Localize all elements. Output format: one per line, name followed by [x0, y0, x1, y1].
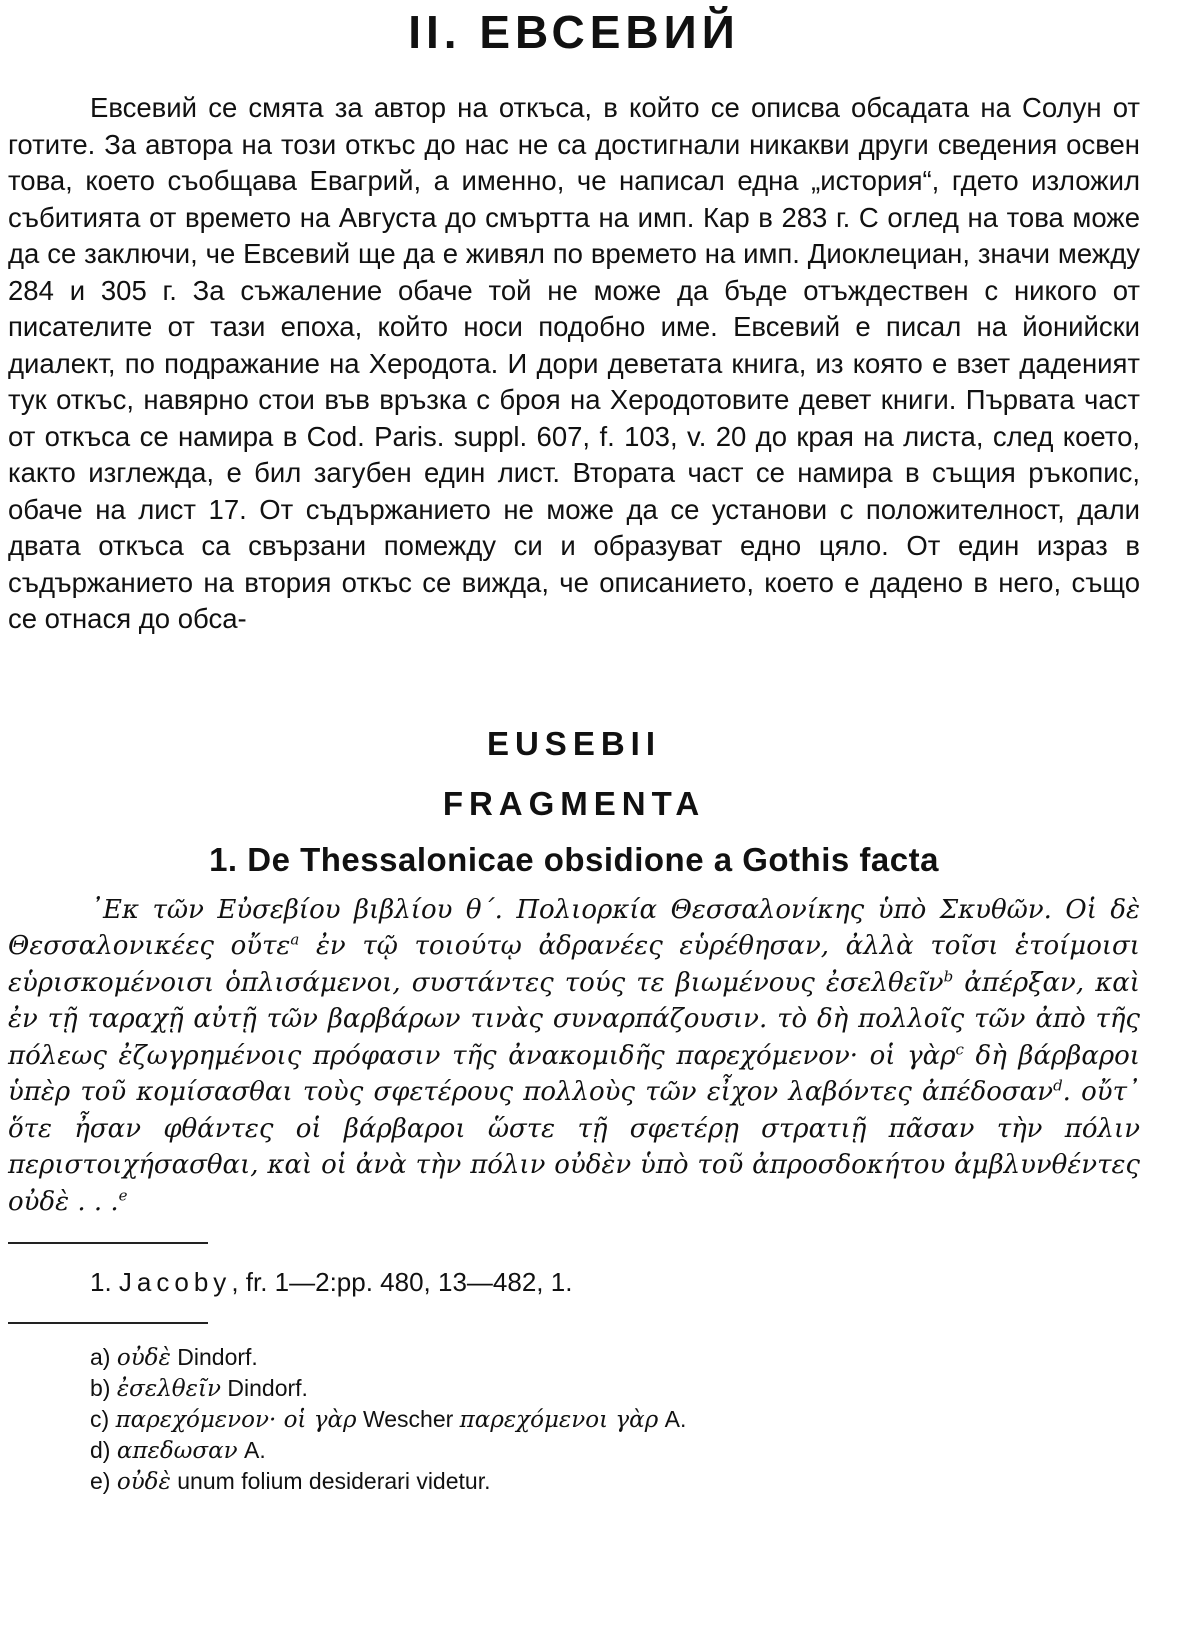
author-heading: EUSEBII	[486, 724, 662, 762]
intro-text	[8, 90, 1140, 638]
note-greek: οὐδὲ	[116, 1345, 171, 1371]
note-greek: ἐσελθεῖν	[116, 1376, 221, 1402]
work-heading: FRAGMENTA	[442, 784, 706, 822]
note-text: Dindorf.	[170, 1344, 258, 1370]
note-text-variant: A.	[658, 1406, 687, 1432]
note-greek: οὐδὲ	[116, 1469, 171, 1495]
footnote-divider	[8, 1242, 208, 1244]
greek-text: δὴ βάρβαροι ὑπὲρ τοῦ κομίσασθαι τοὺς σφετέρους πολλοὺς τῶν εἶχον λαβόντες ἀπέδοσαν	[8, 1040, 1141, 1107]
source-author: Jacoby	[118, 1267, 232, 1297]
critical-apparatus	[90, 1342, 1140, 1497]
apparatus-note-e	[90, 1466, 1140, 1497]
note-label: a)	[90, 1344, 117, 1370]
section-heading: 1. De Thessalonicae obsidione a Gothis facta	[209, 840, 939, 878]
footnote-mark-a: a	[290, 930, 300, 949]
apparatus-note-d	[90, 1435, 1140, 1466]
intro-paragraph: Евсевий се смята за автор на откъса, в който се описва обсадата на Солун от готите. За автора на този откъс до нас не са достигнали никакви други сведения освен това, което съобщава Евагрий, а именно, че написал една „история“, гдето изложил събитията от времето на Августа до смъртта на имп. Кар в 283 г. С оглед на това може да се заключи, че Евсевий ще да е живял по времето на имп. Диоклециан, значи между 284 и 305 г. За съжаление обаче той не може да бъде отъждествен с никого от писателите от тази епоха, който носи подобно име. Евсевий е писал на йонийски диалект, по подражание на Херодота. И дори деветата книга, из която е взет даденият тук откъс, навярно стои във връзка с броя на Херодотовите девет книги. Първата част от откъса се намира в Cod. Paris. suppl. 607, f. 103, v. 20 до края на листа, след което, както изглежда, е бил загубен един лист. Втората част се намира в същия ръкопис, обаче на лист 17. От съдържанието не може да се установи с положителност, дали двата откъса са свързани помежду си и образуват едно цяло. От един израз в съдържанието на втория откъс се вижда, че описанието, което е дадено в него, също се отнася до обса-	[8, 92, 1140, 634]
greek-text: ἀπέρξαν, καὶ ἐν τῇ ταραχῇ αὐτῇ τῶν βαρβάρων τινὰς συναρπάζουσιν. τὸ δὴ πολλοῖς τῶν ἀπὸ τῆς πόλεως ἐζωγρημένοις πρόφασιν τῆς ἀνακομιδῆς παρεχόμενον· οἱ γὰρ	[8, 967, 1141, 1071]
greek-fragment	[8, 892, 1140, 1221]
source-number: 1.	[90, 1267, 119, 1297]
note-text: Dindorf.	[221, 1375, 308, 1401]
footnote-mark-d: d	[1053, 1076, 1063, 1095]
apparatus-note-a	[90, 1342, 1140, 1373]
source-reference	[90, 1264, 1140, 1300]
note-text: Wescher	[356, 1406, 460, 1432]
note-greek: παρεχόμενον· οἱ γὰρ	[115, 1407, 357, 1433]
note-label: c)	[90, 1406, 116, 1432]
note-greek: απεδωσαν	[116, 1438, 238, 1464]
greek-paragraph	[8, 892, 1140, 1221]
note-label: b)	[90, 1375, 117, 1401]
note-label: d)	[90, 1437, 117, 1463]
greek-text: . οὔτ᾿ ὅτε ἦσαν φθάντες οἱ βάρβαροι ὥστε τῇ σφετέρῃ στρατιῇ πᾶσαν τὴν πόλιν περιστοιχήσασθαι, καὶ οἱ ἀνὰ τὴν πόλιν οὐδὲν ὑπὸ τοῦ ἀπροσδοκήτου ἀμβλυνθέντες οὐδὲ . . .	[8, 1077, 1140, 1217]
apparatus-note-c	[90, 1404, 1140, 1435]
note-label: e)	[90, 1468, 117, 1494]
footnote-mark-c: c	[955, 1039, 964, 1058]
footnote-mark-b: b	[943, 966, 954, 985]
note-greek-variant: παρεχόμενοι γὰρ	[459, 1407, 659, 1433]
footnote-mark-e: e	[118, 1185, 128, 1204]
greek-text: ἐν τῷ τοιούτῳ ἀδρανέες εὑρέθησαν, ἀλλὰ τοῖσι ἑτοίμοισι εὑρισκομένοισι ὁπλισάμενοι, συστάντες τούς τε βιωμένους ἐσελθεῖν	[8, 931, 1140, 998]
apparatus-note-b	[90, 1373, 1140, 1404]
chapter-title: II. ЕВСЕВИЙ	[408, 6, 740, 58]
note-text: A.	[237, 1437, 266, 1463]
greek-text: ᾿Εκ τῶν Εὐσεβίου βιβλίου θ΄. Πολιορκία Θεσσαλονίκης ὑπὸ Σκυθῶν. Οἱ δὲ Θεσσαλονικέες οὔτε	[8, 894, 1140, 961]
source-citation: , fr. 1—2:pp. 480, 13—482, 1.	[231, 1267, 573, 1297]
note-text: unum folium desiderari videtur.	[170, 1468, 491, 1494]
apparatus-divider	[8, 1322, 208, 1324]
